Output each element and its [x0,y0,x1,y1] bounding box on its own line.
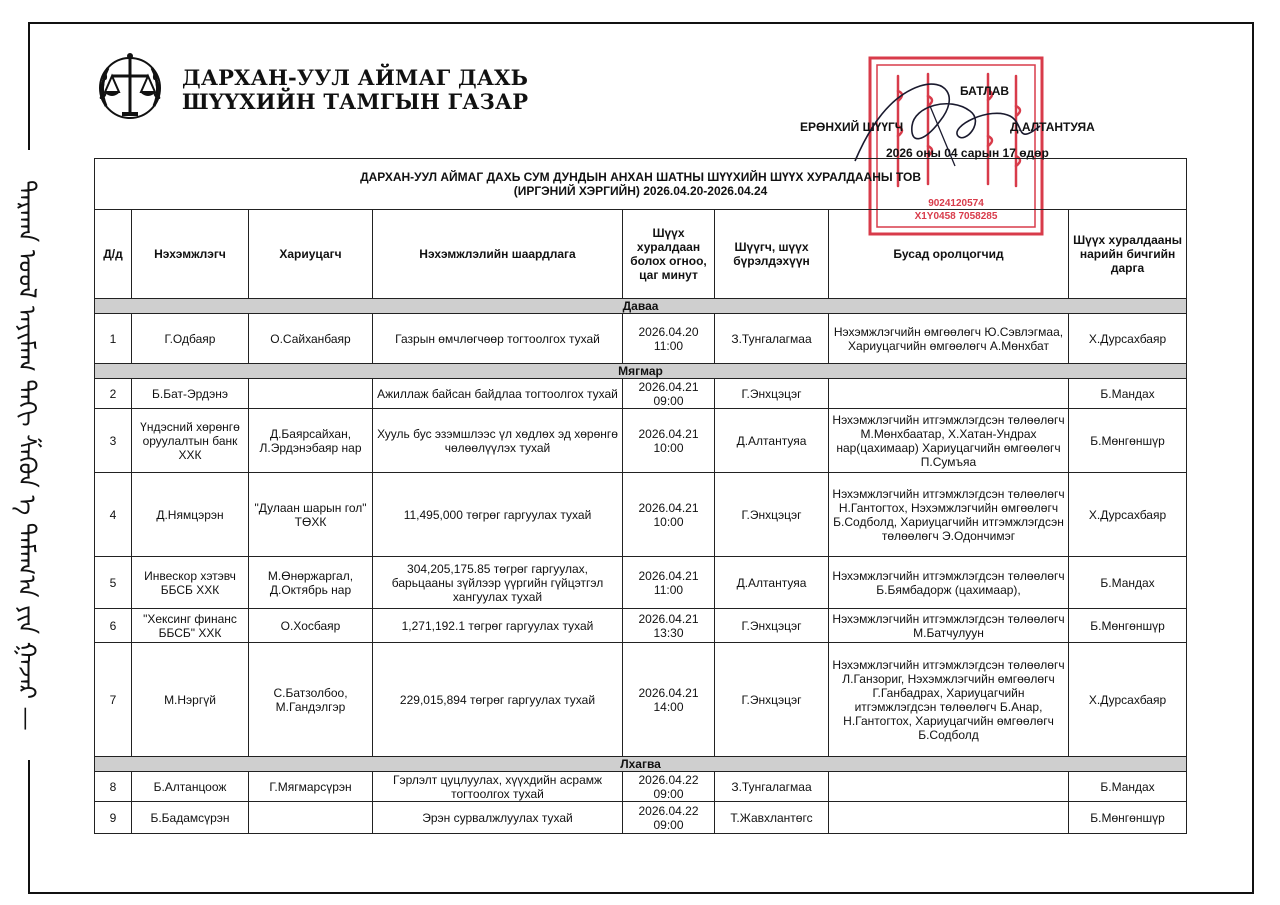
cell-date: 2026.04.22 [638,772,699,787]
cell-others: Нэхэмжлэгчийн итгэмжлэгдсэн төлөөлөгч Л.Ганзориг, Нэхэмжлэгчийн өмгөөлөгч Г.Ганбадрах, Хариуцагчийн итгэмжлэгдсэн төлөөлөгч Б.Анар, Н.Гантогтох, Хариуцагчийн өмгөөлөгч Б.Содболд [829,643,1069,757]
mongolian-script-margin: ᠳᠠᠷᠬᠠᠨ ᠤᠤᠯ ᠠᠶᠢᠮᠠᠭ ᠲᠠᠬᠢ ᠱᠡᠭᠦᠨ ᠡ ᠲᠠᠮᠠᠭ᠎ᠠ ᠶᠢᠨ ᠭᠠᠵᠠᠷ — [8,150,48,760]
cell-secretary: Х.Дурсахбаяр [1069,643,1187,757]
cell-claim: Газрын өмчлөгчөөр тогтоолгох тухай [373,314,623,364]
cell-plaintiff: Д.Нямцэрэн [132,473,249,557]
day-header-wednesday: Лхагва [95,757,1187,772]
cell-claim: 1,271,192.1 төгрөг гаргуулах тухай [373,609,623,643]
cell-defendant: С.Батзолбоо, М.Гандэлгэр [249,643,373,757]
cell-plaintiff: М.Нэргүй [132,643,249,757]
cell-plaintiff: Г.Одбаяр [132,314,249,364]
cell-time: 13:30 [653,625,684,640]
cell-others: Нэхэмжлэгчийн өмгөөлөгч Ю.Сэвлэгмаа, Хариуцагчийн өмгөөлөгч А.Мөнхбат [829,314,1069,364]
table-row [95,772,1187,802]
table-title-line-1: ДАРХАН-УУЛ АЙМАГ ДАХЬ СУМ ДУНДЫН АНХАН ШАТНЫ ШҮҮХИЙН ШҮҮХ ХУРАЛДААНЫ ТОВ [360,170,921,184]
cell-judge: З.Тунгалагмаа [715,772,829,802]
cell-judge: Г.Энхцэцэг [715,643,829,757]
col-header-datetime: Шүүх хуралдаан болох огноо, цаг минут [623,210,715,299]
cell-plaintiff: Б.Бат-Эрдэнэ [132,379,249,409]
cell-datetime [623,643,715,757]
cell-claim: 304,205,175.85 төгрөг гаргуулах, барьцааны зүйлээр үүргийн гүйцэтгэл хангуулах тухай [373,557,623,609]
cell-claim: Ажиллаж байсан байдлаа тогтоолгох тухай [373,379,623,409]
cell-others: Нэхэмжлэгчийн итгэмжлэгдсэн төлөөлөгч Н.Гантогтох, Нэхэмжлэгчийн өмгөөлөгч Б.Содболд, Хариуцагчийн итгэмжлэгдсэн төлөөлөгч Э.Одончимэг [829,473,1069,557]
approval-position: ЕРӨНХИЙ ШҮҮГЧ [800,120,904,134]
cell-claim: Гэрлэлт цуцлуулах, хүүхдийн асрамж тогтоолгох тухай [373,772,623,802]
cell-plaintiff: Үндэсний хөрөнгө оруулалтын банк ХХК [132,409,249,473]
cell-no: 1 [95,314,132,364]
cell-secretary: Б.Мөнгөншүр [1069,609,1187,643]
col-header-secretary: Шүүх хуралдааны нарийн бичгийн дарга [1069,210,1187,299]
cell-date: 2026.04.20 [638,324,699,339]
cell-date: 2026.04.22 [638,803,699,818]
cell-secretary: Б.Мандах [1069,557,1187,609]
cell-datetime [623,609,715,643]
cell-judge: З.Тунгалагмаа [715,314,829,364]
cell-plaintiff: Б.Алтанцоож [132,772,249,802]
cell-time: 09:00 [653,393,684,408]
cell-defendant: Г.Мягмарсүрэн [249,772,373,802]
table-row [95,609,1187,643]
stamp-number: 9024120574 [928,198,984,209]
cell-claim: 11,495,000 төгрөг гаргуулах тухай [373,473,623,557]
cell-others: Нэхэмжлэгчийн итгэмжлэгдсэн төлөөлөгч М.Батчулуун [829,609,1069,643]
cell-defendant: О.Сайханбаяр [249,314,373,364]
cell-secretary: Б.Мандах [1069,772,1187,802]
col-header-judge: Шүүгч, шүүх бүрэлдэхүүн [715,210,829,299]
cell-no: 2 [95,379,132,409]
cell-no: 7 [95,643,132,757]
cell-claim: Хууль бус эзэмшлээс үл хөдлөх эд хөрөнгө чөлөөлүүлэх тухай [373,409,623,473]
cell-time: 11:00 [653,582,684,597]
col-header-plaintiff: Нэхэмжлэгч [132,210,249,299]
cell-judge: Д.Алтантуяа [715,557,829,609]
cell-time: 09:00 [653,786,684,801]
cell-time: 11:00 [653,338,684,353]
table-row [95,379,1187,409]
cell-defendant: О.Хосбаяр [249,609,373,643]
cell-plaintiff: Б.Бадамсүрэн [132,802,249,834]
cell-secretary: Х.Дурсахбаяр [1069,473,1187,557]
cell-others [829,379,1069,409]
cell-plaintiff: "Хексинг финанс ББСБ" ХХК [132,609,249,643]
cell-date: 2026.04.21 [638,685,699,700]
cell-datetime [623,409,715,473]
cell-judge: Д.Алтантуяа [715,409,829,473]
cell-date: 2026.04.21 [638,611,699,626]
cell-datetime [623,772,715,802]
cell-no: 9 [95,802,132,834]
col-header-claim: Нэхэмжлэлийн шаардлага [373,210,623,299]
cell-secretary: Б.Мөнгөншүр [1069,409,1187,473]
cell-others [829,802,1069,834]
table-title-line-2: (ИРГЭНИЙ ХЭРГИЙН) 2026.04.20-2026.04.24 [513,184,768,198]
cell-defendant: М.Өнөржаргал, Д.Октябрь нар [249,557,373,609]
cell-date: 2026.04.21 [638,426,699,441]
cell-plaintiff: Инвескор хэтэвч ББСБ ХХК [132,557,249,609]
cell-defendant [249,379,373,409]
approval-name: Д.АЛТАНТУЯА [1010,120,1095,134]
table-row [95,802,1187,834]
table-row [95,473,1187,557]
org-line-1: ДАРХАН-УУЛ АЙМАГ ДАХЬ [182,65,529,90]
cell-defendant [249,802,373,834]
hearing-schedule-table [94,158,1187,834]
cell-time: 09:00 [653,817,684,832]
cell-judge: Т.Жавхлантөгс [715,802,829,834]
cell-datetime [623,802,715,834]
org-line-2: ШҮҮХИЙН ТАМГЫН ГАЗАР [182,89,529,114]
approval-title: БАТЛАВ [960,84,1010,98]
cell-no: 4 [95,473,132,557]
cell-no: 5 [95,557,132,609]
cell-judge: Г.Энхцэцэг [715,609,829,643]
cell-datetime [623,557,715,609]
cell-secretary: Б.Мөнгөншүр [1069,802,1187,834]
cell-date: 2026.04.21 [638,500,699,515]
cell-defendant: "Дулаан шарын гол" ТӨХК [249,473,373,557]
col-header-no: Д/д [95,210,132,299]
cell-claim: Эрэн сурвалжлуулах тухай [373,802,623,834]
cell-claim: 229,015,894 төгрөг гаргуулах тухай [373,643,623,757]
cell-others [829,772,1069,802]
court-emblem-icon [90,46,170,126]
cell-judge: Г.Энхцэцэг [715,379,829,409]
cell-datetime [623,473,715,557]
organization-name [182,66,528,114]
cell-others: Нэхэмжлэгчийн итгэмжлэгдсэн төлөөлөгч Б.Бямбадорж (цахимаар), [829,557,1069,609]
table-row [95,314,1187,364]
cell-date: 2026.04.21 [638,379,699,394]
table-title [95,159,1187,210]
cell-no: 3 [95,409,132,473]
cell-secretary: Б.Мандах [1069,379,1187,409]
cell-no: 6 [95,609,132,643]
approval-date: 2026 оны 04 сарын 17 өдөр [886,146,1049,160]
cell-time: 14:00 [653,699,684,714]
cell-defendant: Д.Баярсайхан, Л.Эрдэнэбаяр нар [249,409,373,473]
cell-others: Нэхэмжлэгчийн итгэмжлэгдсэн төлөөлөгч М.Мөнхбаатар, Х.Хатан-Ундрах нар(цахимаар) Хариуцагчийн өмгөөлөгч П.Сумъяа [829,409,1069,473]
cell-secretary: Х.Дурсахбаяр [1069,314,1187,364]
cell-date: 2026.04.21 [638,568,699,583]
col-header-defendant: Хариуцагч [249,210,373,299]
cell-judge: Г.Энхцэцэг [715,473,829,557]
day-header-tuesday: Мягмар [95,364,1187,379]
cell-datetime [623,379,715,409]
cell-no: 8 [95,772,132,802]
day-header-monday: Даваа [95,299,1187,314]
cell-time: 10:00 [653,440,684,455]
cell-datetime [623,314,715,364]
col-header-others: Бусад оролцогчид [829,210,1069,299]
table-row [95,643,1187,757]
stamp-code: X1Y0458 7058285 [914,211,998,222]
table-row [95,557,1187,609]
cell-time: 10:00 [653,514,684,529]
table-row [95,409,1187,473]
